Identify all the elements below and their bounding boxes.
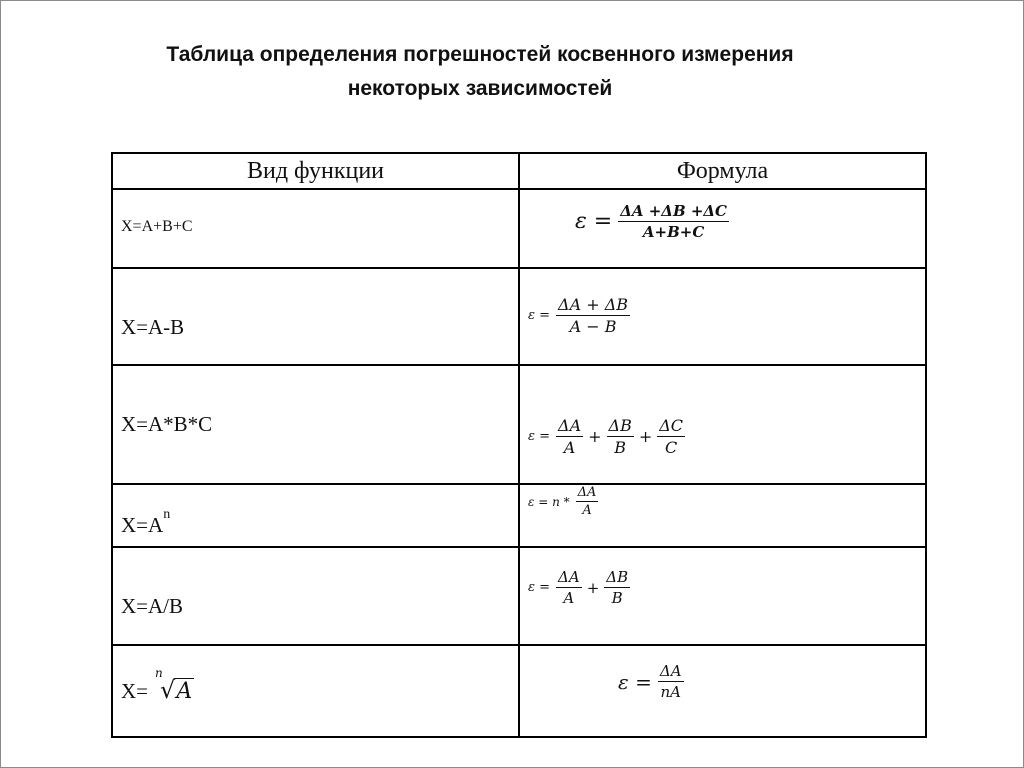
formula-cell (519, 268, 926, 365)
function-cell (112, 365, 519, 484)
radical-icon: √ (160, 676, 176, 704)
function-label: X=A-B (121, 315, 185, 339)
fraction (576, 485, 599, 518)
function-exponent: n (163, 507, 171, 522)
denominator: A+B+C (642, 223, 705, 241)
denominator: A − B (569, 317, 617, 336)
table-row (112, 268, 926, 365)
numerator: ΔB (606, 568, 629, 586)
title-line-1: Таблица определения погрешностей косвенного измерения (166, 43, 794, 66)
fraction (618, 202, 729, 241)
plus-sign: + (638, 427, 653, 446)
function-base: X=A (121, 513, 164, 537)
formula (528, 485, 600, 518)
function-cell (112, 547, 519, 645)
function-cell (112, 268, 519, 365)
function-prefix: X= (121, 679, 149, 703)
fraction-term-a (556, 416, 583, 457)
denominator: nA (660, 683, 681, 701)
denominator: B (611, 589, 623, 607)
table-row (112, 484, 926, 547)
fraction-term-b (607, 416, 634, 457)
plus-sign: + (588, 427, 602, 446)
table-row (112, 189, 926, 268)
fraction (556, 295, 630, 336)
numerator: ΔB (608, 416, 632, 435)
header-formula: Формула (519, 153, 926, 189)
table-row (112, 365, 926, 484)
function-label (121, 507, 171, 538)
numerator: ΔA +ΔB +ΔC (620, 202, 727, 220)
formula (575, 202, 731, 241)
epsilon-label: ε = (528, 580, 551, 595)
function-label (121, 666, 194, 704)
formula (528, 416, 687, 457)
root-index: n (155, 666, 163, 680)
epsilon-label: ε = (528, 429, 551, 444)
formula (528, 295, 632, 336)
formula-cell (519, 547, 926, 645)
errors-table (111, 152, 927, 738)
formula (618, 662, 686, 701)
numerator: ΔA + ΔB (558, 295, 629, 314)
plus-sign: + (586, 578, 600, 597)
denominator: A (563, 589, 575, 607)
radicand: A (176, 679, 193, 704)
formula-cell (519, 189, 926, 268)
denominator: A (563, 438, 576, 457)
function-cell (112, 645, 519, 737)
formula-cell (519, 484, 926, 547)
function-label: X=A*B*C (121, 412, 213, 436)
fraction-term-c (657, 416, 685, 457)
table-header-row (112, 153, 926, 189)
page-title (0, 38, 960, 106)
function-cell (112, 189, 519, 268)
fraction-term-a (556, 568, 582, 607)
function-cell (112, 484, 519, 547)
epsilon-label: ε = (618, 669, 652, 694)
epsilon-label: ε = (575, 209, 613, 234)
numerator: ΔA (558, 416, 582, 435)
nth-root (154, 666, 194, 704)
numerator: ΔC (659, 416, 684, 435)
denominator: C (665, 438, 678, 457)
fraction (658, 662, 684, 701)
numerator: ΔA (577, 485, 597, 500)
table-row (112, 645, 926, 737)
fraction-term-b (604, 568, 630, 607)
epsilon-label: ε = n * (528, 494, 570, 509)
denominator: A (582, 503, 592, 518)
epsilon-label: ε = (528, 308, 551, 323)
numerator: ΔA (558, 568, 580, 586)
header-function-type: Вид функции (112, 153, 519, 189)
title-line-2: некоторых зависимостей (347, 77, 613, 100)
denominator: B (614, 438, 627, 457)
table-row (112, 547, 926, 645)
formula-cell (519, 365, 926, 484)
function-label: X=A/B (121, 594, 184, 618)
formula-cell (519, 645, 926, 737)
function-label: X=A+B+C (121, 218, 193, 235)
formula (528, 568, 632, 607)
numerator: ΔA (659, 662, 682, 680)
